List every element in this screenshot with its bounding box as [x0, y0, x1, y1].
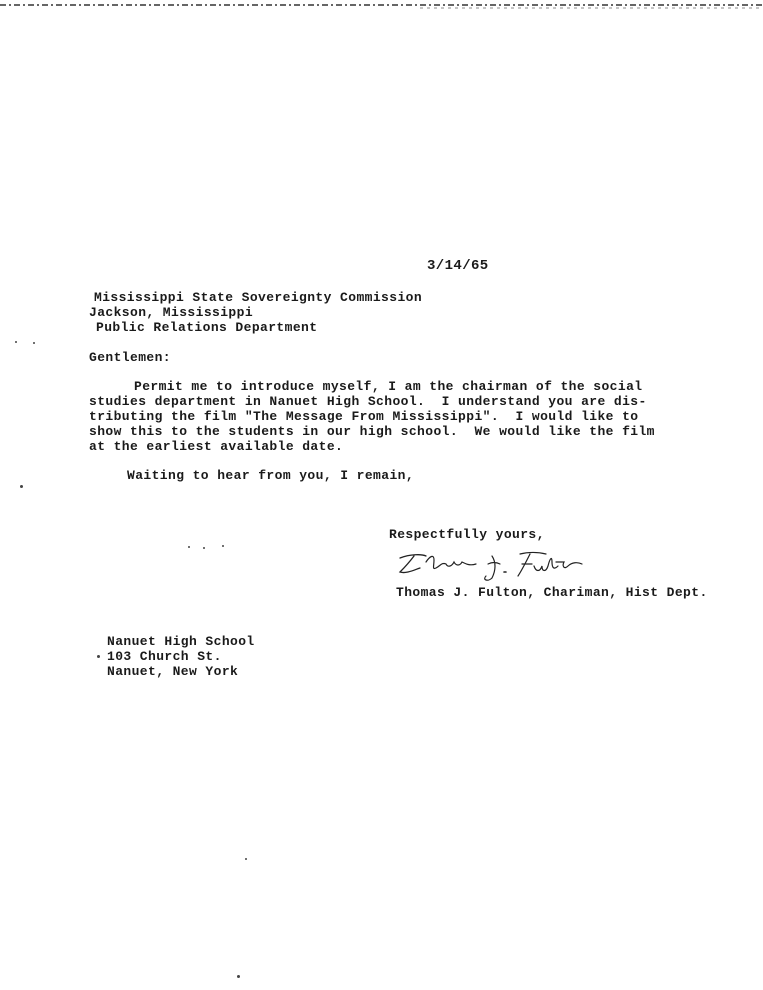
- scan-speck: [33, 342, 35, 344]
- complimentary-close: Respectfully yours,: [389, 527, 545, 542]
- recipient-line-1: Mississippi State Sovereignty Commission: [94, 290, 423, 305]
- scan-top-border: [0, 0, 763, 12]
- sender-address-line-1: Nanuet High School: [107, 634, 255, 649]
- body-line-4: show this to the students in our high school. We would like the film: [89, 424, 655, 439]
- closing-paragraph: Waiting to hear from you, I remain,: [127, 468, 415, 483]
- signer-name-title: Thomas J. Fulton, Chariman, Hist Dept.: [396, 585, 708, 600]
- scan-speck: [20, 485, 23, 488]
- scan-speck: [245, 858, 247, 860]
- scan-speck: [222, 545, 224, 547]
- body-line-3: tributing the film "The Message From Mississippi". I would like to: [89, 409, 639, 424]
- body-line-2: studies department in Nanuet High School. I understand you are dis-: [89, 394, 647, 409]
- letter-date: 3/14/65: [427, 258, 489, 274]
- handwritten-signature: [396, 548, 586, 584]
- scan-speck: [188, 546, 190, 548]
- recipient-line-3: Public Relations Department: [96, 320, 318, 335]
- salutation: Gentlemen:: [89, 350, 172, 365]
- scan-speck: [15, 341, 17, 343]
- scan-speck: [237, 975, 240, 978]
- body-line-5: at the earliest available date.: [89, 439, 344, 454]
- scan-speck: [97, 655, 100, 658]
- recipient-line-2: Jackson, Mississippi: [89, 305, 254, 320]
- body-line-1: Permit me to introduce myself, I am the chairman of the social: [134, 379, 643, 394]
- sender-address-line-2: 103 Church St.: [107, 649, 222, 664]
- sender-address-line-3: Nanuet, New York: [107, 664, 239, 679]
- scan-speck: [203, 547, 205, 549]
